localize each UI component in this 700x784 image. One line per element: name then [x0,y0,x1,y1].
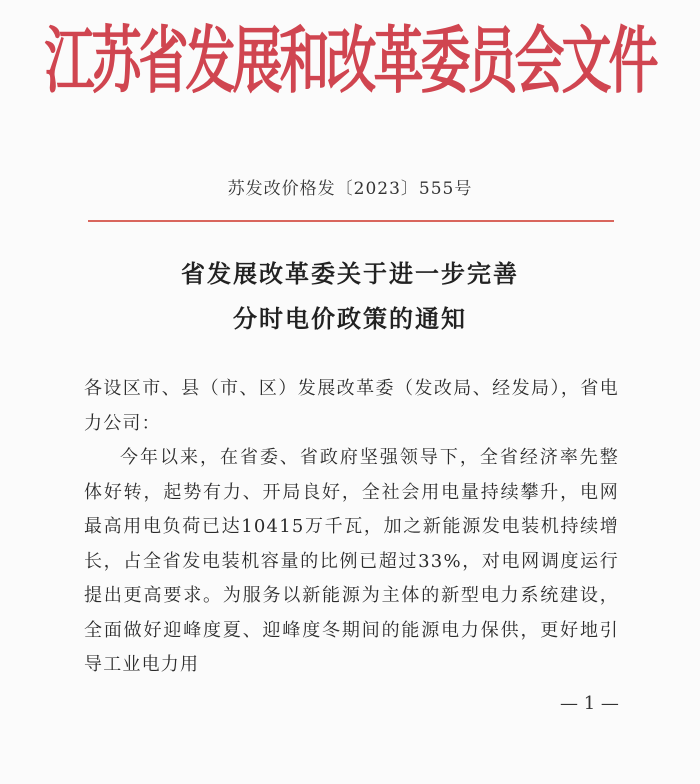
body-paragraph-1: 今年以来，在省委、省政府坚强领导下，全省经济率先整体好转，起势有力、开局良好，全社会用电量持续攀升，电网最高用电负荷已达10415万千瓦，加之新能源发电装机持续增长，占全省发电装机容量的比例已超过33%，对电网调度运行提出更高要求。为服务以新能源为主体的新型电力系统建设，全面做好迎峰度夏、迎峰度冬期间的能源电力保供，更好地引导工业电力用 [84,447,619,675]
document-title-line-1: 省发展改革委关于进一步完善 [181,260,519,288]
addressee-paragraph: 各设区市、县（市、区）发展改革委（发改局、经发局），省电力公司： [84,378,619,434]
document-body [84,372,619,683]
issuing-authority-header: 江苏省发展和改革委员会文件 [44,19,656,104]
red-divider-line [88,220,614,222]
page-number: — 1 — [560,693,619,714]
document-title-line-2: 分时电价政策的通知 [233,305,467,333]
document-number: 苏发改价格发〔2023〕555号 [227,179,473,199]
